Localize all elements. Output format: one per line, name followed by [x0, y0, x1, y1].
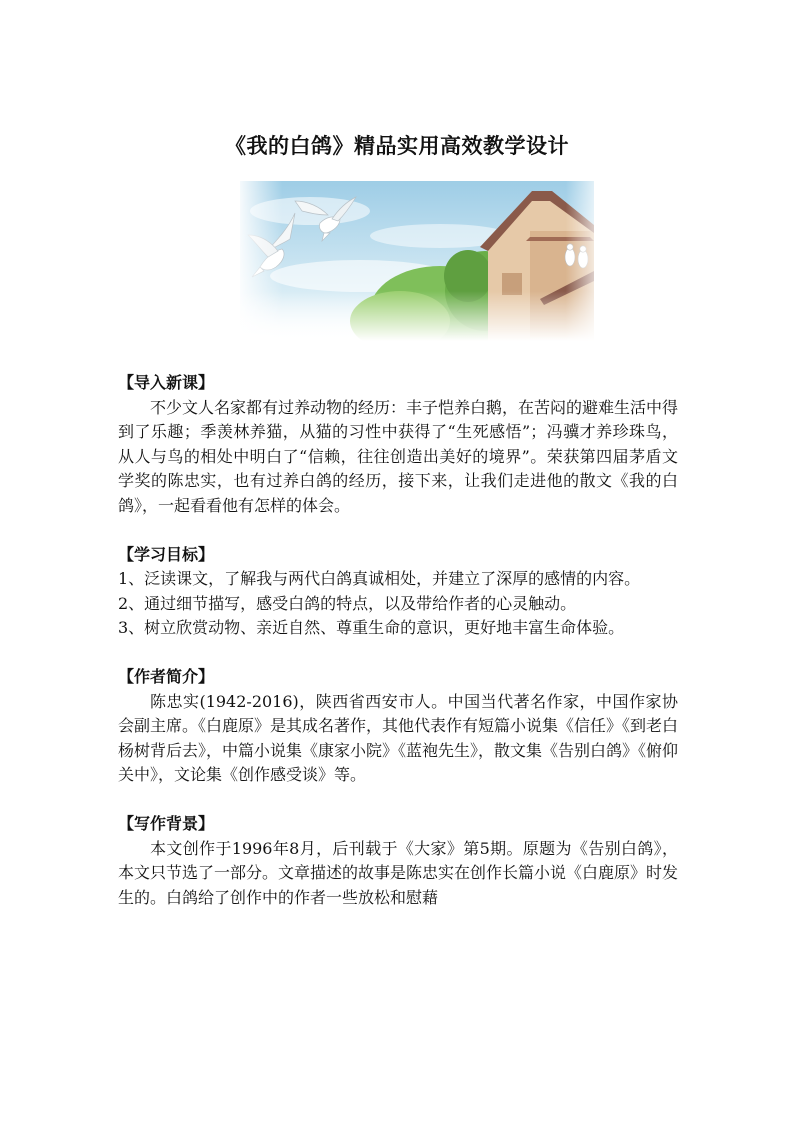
- document-body: [118, 371, 678, 910]
- section-heading-background: 【写作背景】: [118, 814, 215, 833]
- pigeon-house-illustration: [240, 181, 594, 341]
- intro-paragraph: 不少文人名家都有过养动物的经历：丰子恺养白鹅，在苦闷的避难生活中得到了乐趣；季羡林养猫，从猫的习性中获得了“生死感悟”；冯骥才养珍珠鸟，从人与鸟的相处中明白了“信赖，往往创造出美好的境界”。荣获第四届茅盾文学奖的陈忠实，也有过养白鸽的经历，接下来，让我们走进他的散文《我的白鸽》，一起看看他有怎样的体会。: [118, 397, 679, 515]
- section-spacer: [118, 518, 678, 543]
- objective-item: 1、泛读课文，了解我与两代白鸽真诚相处，并建立了深厚的感情的内容。: [118, 569, 641, 588]
- section-spacer: [118, 788, 678, 813]
- section-heading-intro: 【导入新课】: [118, 373, 215, 392]
- objective-item: 3、树立欣赏动物、亲近自然、尊重生命的意识，更好地丰富生命体验。: [118, 618, 625, 637]
- author-paragraph: 陈忠实(1942-2016)，陕西省西安市人。中国当代著名作家，中国作家协会副主席。《白鹿原》是其成名著作，其他代表作有短篇小说集《信任》《到老白杨树背后去》，中篇小说集《康家小院》《蓝袍先生》，散文集《告别白鸽》《俯仰关中》，文论集《创作感受谈》等。: [118, 691, 679, 784]
- section-heading-author: 【作者简介】: [118, 667, 215, 686]
- background-paragraph: 本文创作于1996年8月，后刊载于《大家》第5期。原题为《告别白鸽》，本文只节选了一部分。文章描述的故事是陈忠实在创作长篇小说《白鹿原》时发生的。白鸽给了创作中的作者一些放松和慰藉: [118, 838, 679, 907]
- document-title: 《我的白鸽》精品实用高效教学设计: [225, 133, 569, 158]
- section-heading-objectives: 【学习目标】: [118, 544, 215, 564]
- section-spacer: [118, 641, 678, 666]
- objective-item: 2、通过细节描写，感受白鸽的特点，以及带给作者的心灵触动。: [118, 593, 577, 613]
